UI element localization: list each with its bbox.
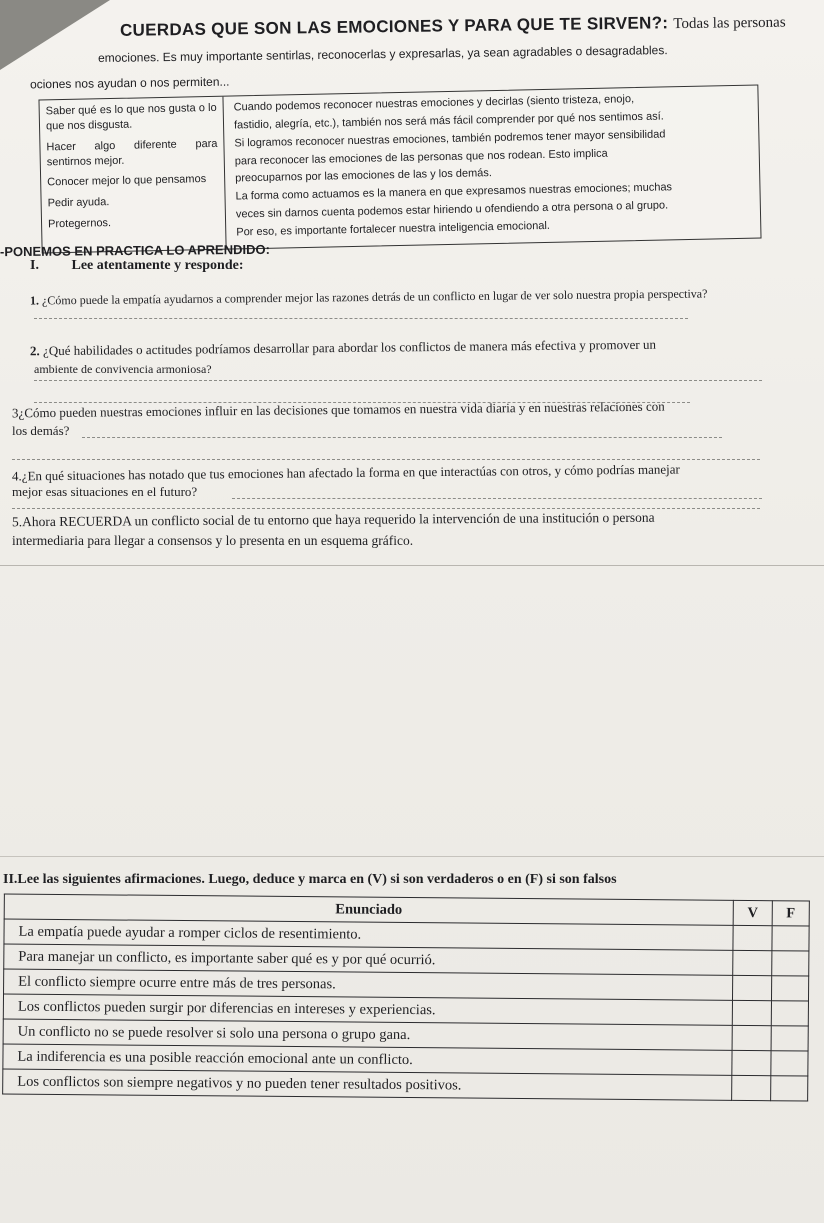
title-main: CUERDAS QUE SON LAS EMOCIONES Y PARA QUE TE SIRVEN?:: [119, 13, 669, 40]
f-checkbox-cell[interactable]: [772, 951, 809, 976]
question-2-cont: ambiente de convivencia armoniosa?: [34, 362, 212, 376]
info-right-line: La forma como actuamos es la manera en que expresamos nuestras emociones; muchas: [235, 181, 673, 203]
statement-cell: Para manejar un conflicto, es importante saber qué es y por qué ocurrió.: [4, 944, 733, 975]
question-1: [30, 286, 708, 308]
info-left-item: Protegernos.: [47, 217, 112, 231]
question-number: 4.: [11, 468, 22, 484]
v-checkbox-cell[interactable]: [733, 925, 772, 950]
section-2-heading: II.Lee las siguientes afirmaciones. Luego, deduce y marca en (V) si son verdaderos o en (F) si son falsos: [3, 872, 617, 887]
f-checkbox-cell[interactable]: [771, 1001, 808, 1026]
question-number: 1.: [29, 293, 40, 308]
v-checkbox-cell[interactable]: [732, 975, 771, 1000]
section-1-number: I.: [30, 258, 39, 273]
v-checkbox-cell[interactable]: [732, 1050, 771, 1075]
header-statement: Enunciado: [4, 894, 733, 925]
question-text: Ahora RECUERDA un conflicto social de tu entorno que haya requerido la intervención de una institución o persona: [22, 509, 655, 530]
intro-text-2: ociones nos ayudan o nos permiten...: [29, 74, 230, 92]
f-checkbox-cell[interactable]: [771, 1076, 808, 1101]
question-number: 2.: [29, 343, 40, 359]
f-checkbox-cell[interactable]: [771, 1026, 808, 1051]
info-left-item: Conocer mejor lo que pensamos: [47, 173, 207, 189]
info-right-line: Por eso, es importante fortalecer nuestra inteligencia emocional.: [236, 219, 551, 239]
statement-cell: El conflicto siempre ocurre entre más de tres personas.: [4, 969, 733, 1000]
info-right-column: [229, 86, 754, 248]
v-checkbox-cell[interactable]: [732, 1000, 771, 1025]
answer-line[interactable]: [12, 459, 760, 460]
answer-line[interactable]: [82, 437, 722, 438]
question-5-cont: intermediaria para llegar a consensos y lo presenta en un esquema gráfico.: [12, 533, 414, 548]
info-left-item: Saber qué es lo que nos gusta o lo que nos disgusta.: [45, 101, 217, 133]
practice-heading: -PONEMOS EN PRACTICA LO APRENDIDO:: [0, 241, 270, 260]
info-left-item: Hacer algo diferente para sentirnos mejor.: [46, 137, 218, 168]
answer-line[interactable]: [34, 380, 762, 381]
intro-text: emociones. Es muy importante sentirlas, reconocerlas y expresarlas, ya sean agradables o desagradables.: [97, 43, 668, 66]
info-right-line: Si logramos reconocer nuestras emociones, también podremos tener mayor sensibilidad: [234, 128, 666, 150]
section-1-heading: [30, 258, 244, 274]
statement-cell: Un conflicto no se puede resolver si solo una persona o grupo gana.: [3, 1019, 732, 1050]
question-number: 5.: [11, 514, 23, 530]
true-false-table: [2, 893, 810, 1101]
question-text: ¿Qué habilidades o actitudes podríamos desarrollar para abordar los conflictos de manera más efectiva y promover un: [42, 336, 656, 359]
diagram-answer-box[interactable]: [0, 565, 824, 857]
answer-line[interactable]: [232, 498, 762, 499]
question-number: 3: [11, 405, 19, 421]
statement-cell: Los conflictos son siempre negativos y no pueden tener resultados positivos.: [3, 1069, 732, 1100]
statement-cell: La indiferencia es una posible reacción emocional ante un conflicto.: [3, 1044, 732, 1075]
v-checkbox-cell[interactable]: [732, 1075, 771, 1100]
info-right-line: preocuparnos por las emociones de las y los demás.: [235, 167, 493, 185]
v-checkbox-cell[interactable]: [732, 1025, 771, 1050]
question-4: [12, 462, 680, 485]
info-right-line: veces sin darnos cuenta podemos estar hiriendo u ofendiendo a otra persona o al grupo.: [235, 199, 669, 221]
question-text: ¿En qué situaciones has notado que tus emociones han afectado la forma en que interactúas con otros, y cómo podrías manejar: [21, 461, 680, 484]
question-text: ¿Cómo pueden nuestras emociones influir en las decisiones que tomamos en nuestra vida diaria y en nuestras relaciones con: [18, 398, 665, 421]
title-tail: Todas las personas: [673, 14, 786, 33]
page-corner-shadow: [0, 0, 110, 70]
f-checkbox-cell[interactable]: [771, 976, 808, 1001]
statement-cell: La empatía puede ayudar a romper ciclos de resentimiento.: [4, 919, 733, 950]
info-left-item: Pedir ayuda.: [47, 196, 110, 210]
info-right-line: fastidio, alegría, etc.), también nos será más fácil comprender por qué nos sentimos así.: [233, 110, 664, 132]
info-left-column: [39, 97, 226, 253]
worksheet-title: [120, 11, 820, 41]
question-2: [30, 337, 656, 360]
info-right-line: para reconocer las emociones de las personas que nos rodean. Esto implica: [234, 147, 608, 167]
question-3-cont: los demás?: [12, 423, 70, 438]
question-text: ¿Cómo puede la empatía ayudarnos a comprender mejor las razones detrás de un conflicto en lugar de ver solo nuestra propia perspectiva?: [41, 286, 708, 308]
header-v: V: [733, 900, 772, 925]
emotions-info-table: [38, 84, 761, 253]
answer-line[interactable]: [34, 318, 688, 319]
statement-cell: Los conflictos pueden surgir por diferencias en intereses y experiencias.: [3, 994, 732, 1025]
question-4-cont: mejor esas situaciones en el futuro?: [12, 484, 198, 499]
f-checkbox-cell[interactable]: [771, 1051, 808, 1076]
section-1-label: Lee atentamente y responde:: [71, 258, 244, 273]
question-5: [12, 510, 655, 530]
header-f: F: [772, 901, 809, 926]
info-right-line: Cuando podemos reconocer nuestras emociones y decirlas (siento tristeza, enojo,: [233, 93, 635, 114]
v-checkbox-cell[interactable]: [733, 950, 772, 975]
f-checkbox-cell[interactable]: [772, 926, 809, 951]
